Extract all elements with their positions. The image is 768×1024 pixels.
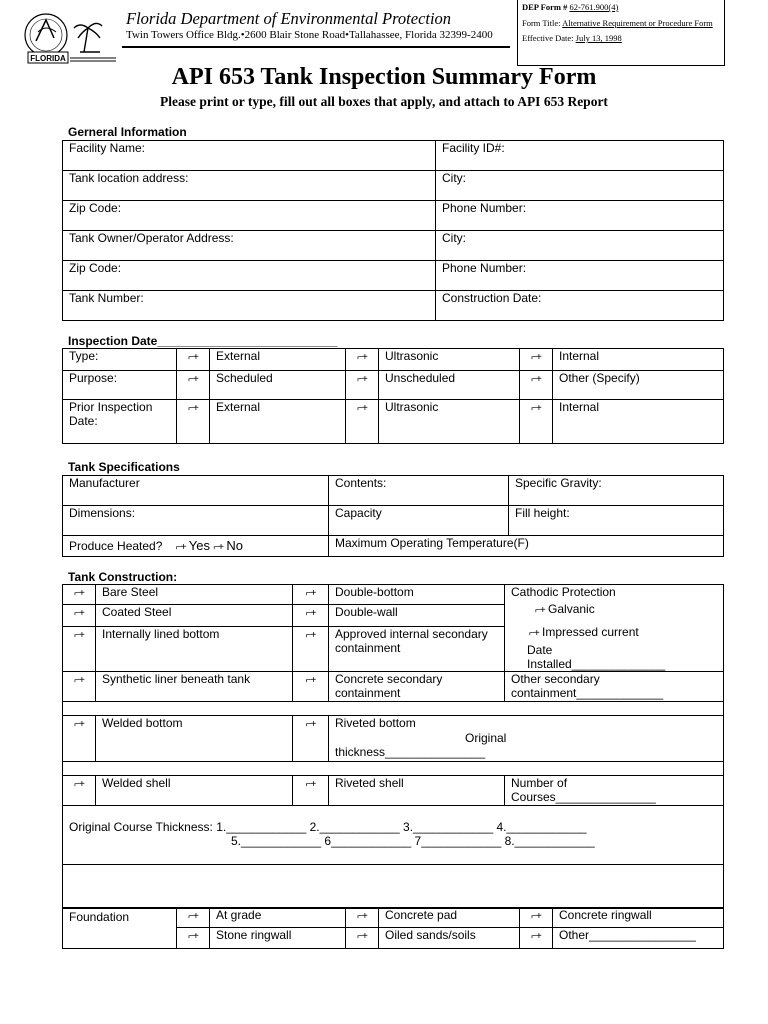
welded-shell-checkbox[interactable]	[63, 776, 96, 806]
checkbox-icon: ⌐+	[188, 911, 198, 922]
galvanic-checkbox[interactable]: ⌐+	[535, 605, 545, 616]
type-label: Type:	[63, 349, 177, 371]
other-foundation-field[interactable]: Other________________	[553, 928, 724, 949]
zip-code-field[interactable]: Zip Code:	[63, 201, 436, 231]
construction-date-field[interactable]: Construction Date:	[436, 291, 724, 321]
form-info-box	[517, 0, 725, 66]
checkbox-icon: ⌐+	[188, 931, 198, 942]
manufacturer-field[interactable]: Manufacturer	[63, 476, 329, 506]
dimensions-field[interactable]: Dimensions:	[63, 506, 329, 536]
approved-internal-checkbox[interactable]	[293, 626, 329, 671]
checkbox-icon: ⌐+	[531, 403, 541, 414]
checkbox-icon: ⌐+	[74, 588, 84, 599]
checkbox-icon: ⌐+	[305, 719, 316, 730]
prior-internal-checkbox[interactable]	[520, 400, 553, 444]
section-title-general: Gerneral Information	[68, 125, 187, 139]
owner-address-field[interactable]: Tank Owner/Operator Address:	[63, 231, 436, 261]
prior-internal-label: Internal	[553, 400, 724, 444]
concrete-pad-checkbox[interactable]	[346, 908, 379, 928]
owner-zip-field[interactable]: Zip Code:	[63, 261, 436, 291]
oiled-sands-label: Oiled sands/soils	[379, 928, 520, 949]
type-ultrasonic-checkbox[interactable]	[346, 349, 379, 371]
effective-date-label: Effective Date:	[522, 33, 574, 44]
type-external-checkbox[interactable]	[177, 349, 210, 371]
no-checkbox[interactable]: ⌐+	[213, 542, 224, 553]
purpose-unscheduled-label: Unscheduled	[379, 371, 520, 400]
checkbox-icon: ⌐+	[74, 719, 84, 730]
foundation-label: Foundation	[63, 908, 177, 949]
page-subtitle: Please print or type, fill out all boxes that apply, and attach to API 653 Report	[160, 94, 608, 109]
foundation-table	[62, 907, 724, 949]
no-label: No	[226, 538, 243, 553]
bare-steel-checkbox[interactable]	[63, 585, 96, 605]
spacer-row	[63, 702, 724, 716]
blank-row	[63, 865, 724, 909]
spacer-row	[63, 762, 724, 776]
approved-internal-label: Approved internal secondary containment	[329, 626, 505, 671]
form-title-label: Form Title:	[522, 17, 561, 28]
checkbox-icon: ⌐+	[531, 352, 541, 363]
department-address: Twin Towers Office Bldg.•2600 Blair Stone Road•Tallahassee, Florida 32399-2400	[126, 29, 493, 41]
double-bottom-label: Double-bottom	[329, 585, 505, 605]
concrete-ringwall-checkbox[interactable]	[520, 908, 553, 928]
section-title-inspection: Inspection Date___________________________	[68, 334, 338, 348]
section-title-specs: Tank Specifications	[68, 460, 180, 474]
owner-city-field[interactable]: City:	[436, 231, 724, 261]
checkbox-icon: ⌐+	[305, 629, 316, 641]
checkbox-icon: ⌐+	[357, 931, 367, 942]
double-wall-label: Double-wall	[329, 605, 505, 626]
city-field[interactable]: City:	[436, 171, 724, 201]
synthetic-liner-label: Synthetic liner beneath tank	[96, 672, 293, 702]
double-bottom-checkbox[interactable]	[293, 585, 329, 605]
form-number: 62-761.900(4)	[569, 2, 619, 12]
checkbox-icon: ⌐+	[531, 374, 541, 385]
number-of-courses-cell	[505, 776, 724, 806]
purpose-other-checkbox[interactable]	[520, 371, 553, 400]
checkbox-icon: ⌐+	[305, 588, 316, 599]
checkbox-icon: ⌐+	[74, 608, 84, 620]
facility-id-field[interactable]: Facility ID#:	[436, 141, 724, 171]
course-thickness-cell	[63, 806, 724, 865]
impressed-current-label: Impressed current	[542, 625, 639, 639]
concrete-pad-label: Concrete pad	[379, 908, 520, 928]
cathodic-protection-cell	[505, 585, 724, 672]
concrete-secondary-label: Concrete secondary containment	[329, 672, 505, 702]
page-title: API 653 Tank Inspection Summary Form	[171, 64, 597, 90]
yes-checkbox[interactable]: ⌐+	[175, 542, 186, 553]
welded-shell-label: Welded shell	[96, 776, 293, 806]
prior-external-checkbox[interactable]	[177, 400, 210, 444]
other-secondary-field[interactable]: Other secondary containment_____________	[505, 672, 724, 702]
date-installed-field[interactable]: Date Installed______________	[527, 643, 666, 671]
section-title-construction: Tank Construction:	[68, 570, 178, 584]
welded-bottom-label: Welded bottom	[96, 716, 293, 762]
checkbox-icon: ⌐+	[305, 675, 316, 686]
coated-steel-checkbox[interactable]	[63, 605, 96, 626]
contents-field[interactable]: Contents:	[329, 476, 509, 506]
internally-lined-checkbox[interactable]	[63, 626, 96, 671]
riveted-bottom-label: Riveted bottom	[335, 716, 416, 730]
form-number-label: DEP Form #	[522, 2, 568, 12]
checkbox-icon: ⌐+	[357, 911, 367, 922]
checkbox-icon: ⌐+	[357, 374, 367, 385]
facility-name-field[interactable]: Facility Name:	[63, 141, 436, 171]
prior-ultrasonic-label: Ultrasonic	[379, 400, 520, 444]
purpose-unscheduled-checkbox[interactable]	[346, 371, 379, 400]
courses-field[interactable]: Courses_______________	[511, 790, 656, 804]
type-ultrasonic-label: Ultrasonic	[379, 349, 520, 371]
checkbox-icon: ⌐+	[188, 352, 198, 363]
effective-date: July 13, 1998	[575, 33, 622, 44]
checkbox-icon: ⌐+	[74, 675, 84, 686]
tank-number-field[interactable]: Tank Number:	[63, 291, 436, 321]
checkbox-icon: ⌐+	[74, 629, 84, 641]
riveted-shell-label: Riveted shell	[329, 776, 505, 806]
original-label: Original	[465, 731, 507, 745]
checkbox-icon: ⌐+	[188, 403, 198, 414]
purpose-other-label: Other (Specify)	[553, 371, 724, 400]
type-internal-checkbox[interactable]	[520, 349, 553, 371]
logo-text: FLORIDA	[30, 54, 66, 63]
coated-steel-label: Coated Steel	[96, 605, 293, 626]
oiled-sands-checkbox[interactable]	[346, 928, 379, 949]
specific-gravity-field[interactable]: Specific Gravity:	[509, 476, 724, 506]
max-operating-temp-field[interactable]: Maximum Operating Temperature(F)	[329, 536, 724, 557]
department-name: Florida Department of Environmental Protection	[126, 9, 452, 28]
checkbox-icon: ⌐+	[357, 352, 367, 363]
yes-label: Yes	[188, 538, 210, 553]
general-information-table	[62, 140, 724, 321]
other-foundation-checkbox[interactable]	[520, 928, 553, 949]
purpose-scheduled-checkbox[interactable]	[177, 371, 210, 400]
purpose-scheduled-label: Scheduled	[210, 371, 346, 400]
prior-inspection-label: Prior Inspection Date:	[63, 400, 177, 444]
purpose-label: Purpose:	[63, 371, 177, 400]
capacity-field[interactable]: Capacity	[329, 506, 509, 536]
type-external-label: External	[210, 349, 346, 371]
course-thickness-label: Original Course Thickness:	[69, 820, 213, 834]
riveted-bottom-checkbox[interactable]	[293, 716, 329, 762]
synthetic-liner-checkbox[interactable]	[63, 672, 96, 702]
checkbox-icon: ⌐+	[531, 931, 541, 942]
riveted-shell-checkbox[interactable]	[293, 776, 329, 806]
cathodic-protection-label: Cathodic Protection	[511, 585, 616, 599]
tank-location-field[interactable]: Tank location address:	[63, 171, 436, 201]
checkbox-icon: ⌐+	[74, 779, 84, 790]
concrete-secondary-checkbox[interactable]	[293, 672, 329, 702]
course-thickness-1-4[interactable]: 1.____________ 2.____________ 3.____________ 4.____________	[216, 820, 587, 834]
double-wall-checkbox[interactable]	[293, 605, 329, 626]
bare-steel-label: Bare Steel	[96, 585, 293, 605]
riveted-bottom-cell	[329, 716, 724, 762]
produce-heated-label: Produce Heated?	[69, 539, 163, 553]
stone-ringwall-checkbox[interactable]	[177, 928, 210, 949]
at-grade-label: At grade	[210, 908, 346, 928]
internally-lined-label: Internally lined bottom	[96, 626, 293, 671]
number-of-label: Number of	[511, 776, 568, 790]
inspection-table	[62, 348, 724, 444]
header-rule	[122, 46, 510, 48]
produce-heated-cell	[63, 536, 329, 557]
concrete-ringwall-label: Concrete ringwall	[553, 908, 724, 928]
at-grade-checkbox[interactable]	[177, 908, 210, 928]
checkbox-icon: ⌐+	[531, 911, 541, 922]
type-internal-label: Internal	[553, 349, 724, 371]
phone-number-field[interactable]: Phone Number:	[436, 201, 724, 231]
welded-bottom-checkbox[interactable]	[63, 716, 96, 762]
original-thickness-field[interactable]: thickness_______________	[335, 745, 486, 759]
fill-height-field[interactable]: Fill height:	[509, 506, 724, 536]
galvanic-label: Galvanic	[548, 602, 595, 616]
stone-ringwall-label: Stone ringwall	[210, 928, 346, 949]
checkbox-icon: ⌐+	[305, 608, 316, 620]
impressed-current-checkbox[interactable]: ⌐+	[529, 628, 539, 639]
fdep-seal-logo	[24, 8, 116, 64]
checkbox-icon: ⌐+	[188, 374, 198, 385]
prior-ultrasonic-checkbox[interactable]	[346, 400, 379, 444]
form-title: Alternative Requirement or Procedure Form	[562, 17, 713, 28]
tank-construction-table	[62, 584, 724, 909]
checkbox-icon: ⌐+	[357, 403, 367, 414]
course-thickness-5-8[interactable]: 5.____________ 6____________ 7____________ 8.____________	[231, 834, 595, 848]
checkbox-icon: ⌐+	[305, 779, 316, 790]
prior-external-label: External	[210, 400, 346, 444]
owner-phone-field[interactable]: Phone Number:	[436, 261, 724, 291]
tank-specifications-table	[62, 475, 724, 557]
